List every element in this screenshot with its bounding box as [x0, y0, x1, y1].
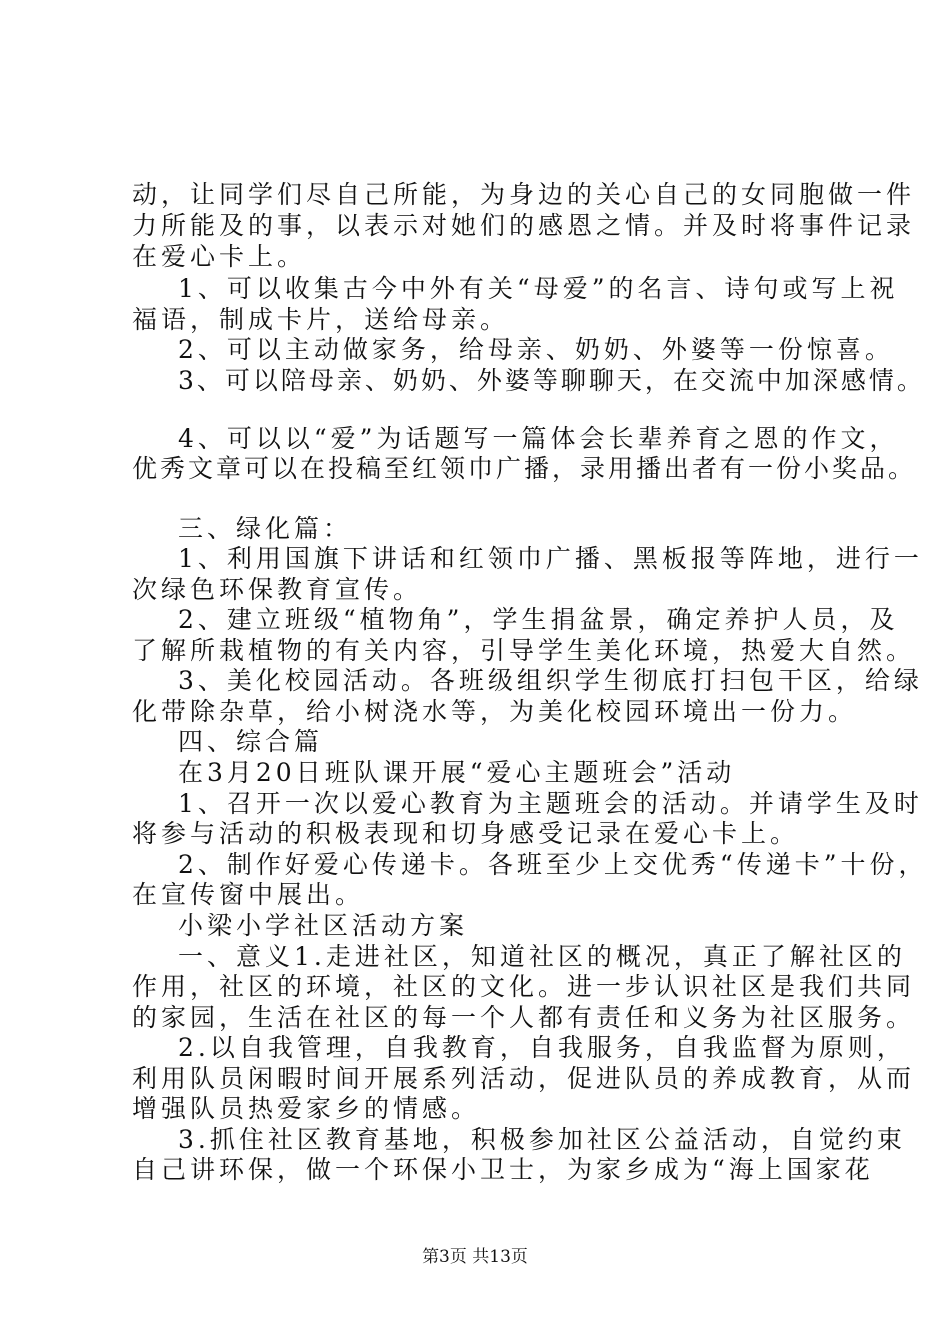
paragraph-line: 化带除杂草，给小树浇水等，为美化校园环境出一份力。 — [132, 697, 858, 726]
paragraph-line: 1、可以收集古今中外有关“母爱”的名言、诗句或写上祝 — [178, 274, 899, 303]
paragraph-line: 1、召开一次以爱心教育为主题班会的活动。并请学生及时 — [178, 789, 923, 818]
paragraph-line: 3.抓住社区教育基地，积极参加社区公益活动，自觉约束 — [178, 1125, 906, 1154]
paragraph-line: 将参与活动的积极表现和切身感受记录在爱心卡上。 — [132, 819, 800, 848]
section-heading: 四、综合篇 — [178, 727, 324, 756]
paragraph-line: 2、制作好爱心传递卡。各班至少上交优秀“传递卡”十份， — [178, 850, 928, 879]
paragraph-line: 优秀文章可以在投稿至红领巾广播，录用播出者有一份小奖品。 — [132, 454, 917, 483]
paragraph-line: 2、可以主动做家务，给母亲、奶奶、外婆等一份惊喜。 — [178, 335, 894, 364]
paragraph-line: 自己讲环保，做一个环保小卫士，为家乡成为“海上国家花 — [132, 1155, 874, 1184]
paragraph-line: 作用，社区的环境，社区的文化。进一步认识社区是我们共同 — [132, 972, 916, 1001]
paragraph-line: 2、建立班级“植物角”，学生捐盆景，确定养护人员，及 — [178, 605, 899, 634]
paragraph-line: 力所能及的事，以表示对她们的感恩之情。并及时将事件记录 — [132, 211, 916, 240]
paragraph-line: 动，让同学们尽自己所能，为身边的关心自己的女同胞做一件 — [132, 180, 916, 209]
paragraph-line: 1、利用国旗下讲话和红领巾广播、黑板报等阵地，进行一 — [178, 544, 923, 573]
paragraph-line: 次绿色环保教育宣传。 — [132, 575, 423, 604]
paragraph-line: 福语，制成卡片，送给母亲。 — [132, 305, 510, 334]
paragraph-line: 在3月20日班队课开展“爱心主题班会”活动 — [178, 758, 736, 787]
paragraph-line: 增强队员热爱家乡的情感。 — [132, 1094, 481, 1123]
paragraph-line: 3、美化校园活动。各班级组织学生彻底打扫包干区，给绿 — [178, 666, 923, 695]
paragraph-line: 了解所栽植物的有关内容，引导学生美化环境，热爱大自然。 — [132, 636, 916, 665]
paragraph-line: 4、可以以“爱”为话题写一篇体会长辈养育之恩的作文， — [178, 424, 899, 453]
page-number-footer: 第3页 共13页 — [422, 1247, 528, 1267]
paragraph-line: 在爱心卡上。 — [132, 242, 307, 271]
paragraph-line: 利用队员闲暇时间开展系列活动，促进队员的养成教育，从而 — [132, 1064, 916, 1093]
paragraph-line: 一、意义1.走进社区，知道社区的概况，真正了解社区的 — [178, 942, 906, 971]
paragraph-line: 3、可以陪母亲、奶奶、外婆等聊聊天，在交流中加深感情。 — [178, 366, 925, 395]
paragraph-line: 2.以自我管理，自我教育，自我服务，自我监督为原则， — [178, 1033, 906, 1062]
paragraph-line: 的家园，生活在社区的每一个人都有责任和义务为社区服务。 — [132, 1003, 916, 1032]
section-heading: 三、绿化篇： — [178, 514, 353, 543]
paragraph-line: 在宣传窗中展出。 — [132, 880, 365, 909]
section-heading: 小梁小学社区活动方案 — [178, 911, 469, 940]
